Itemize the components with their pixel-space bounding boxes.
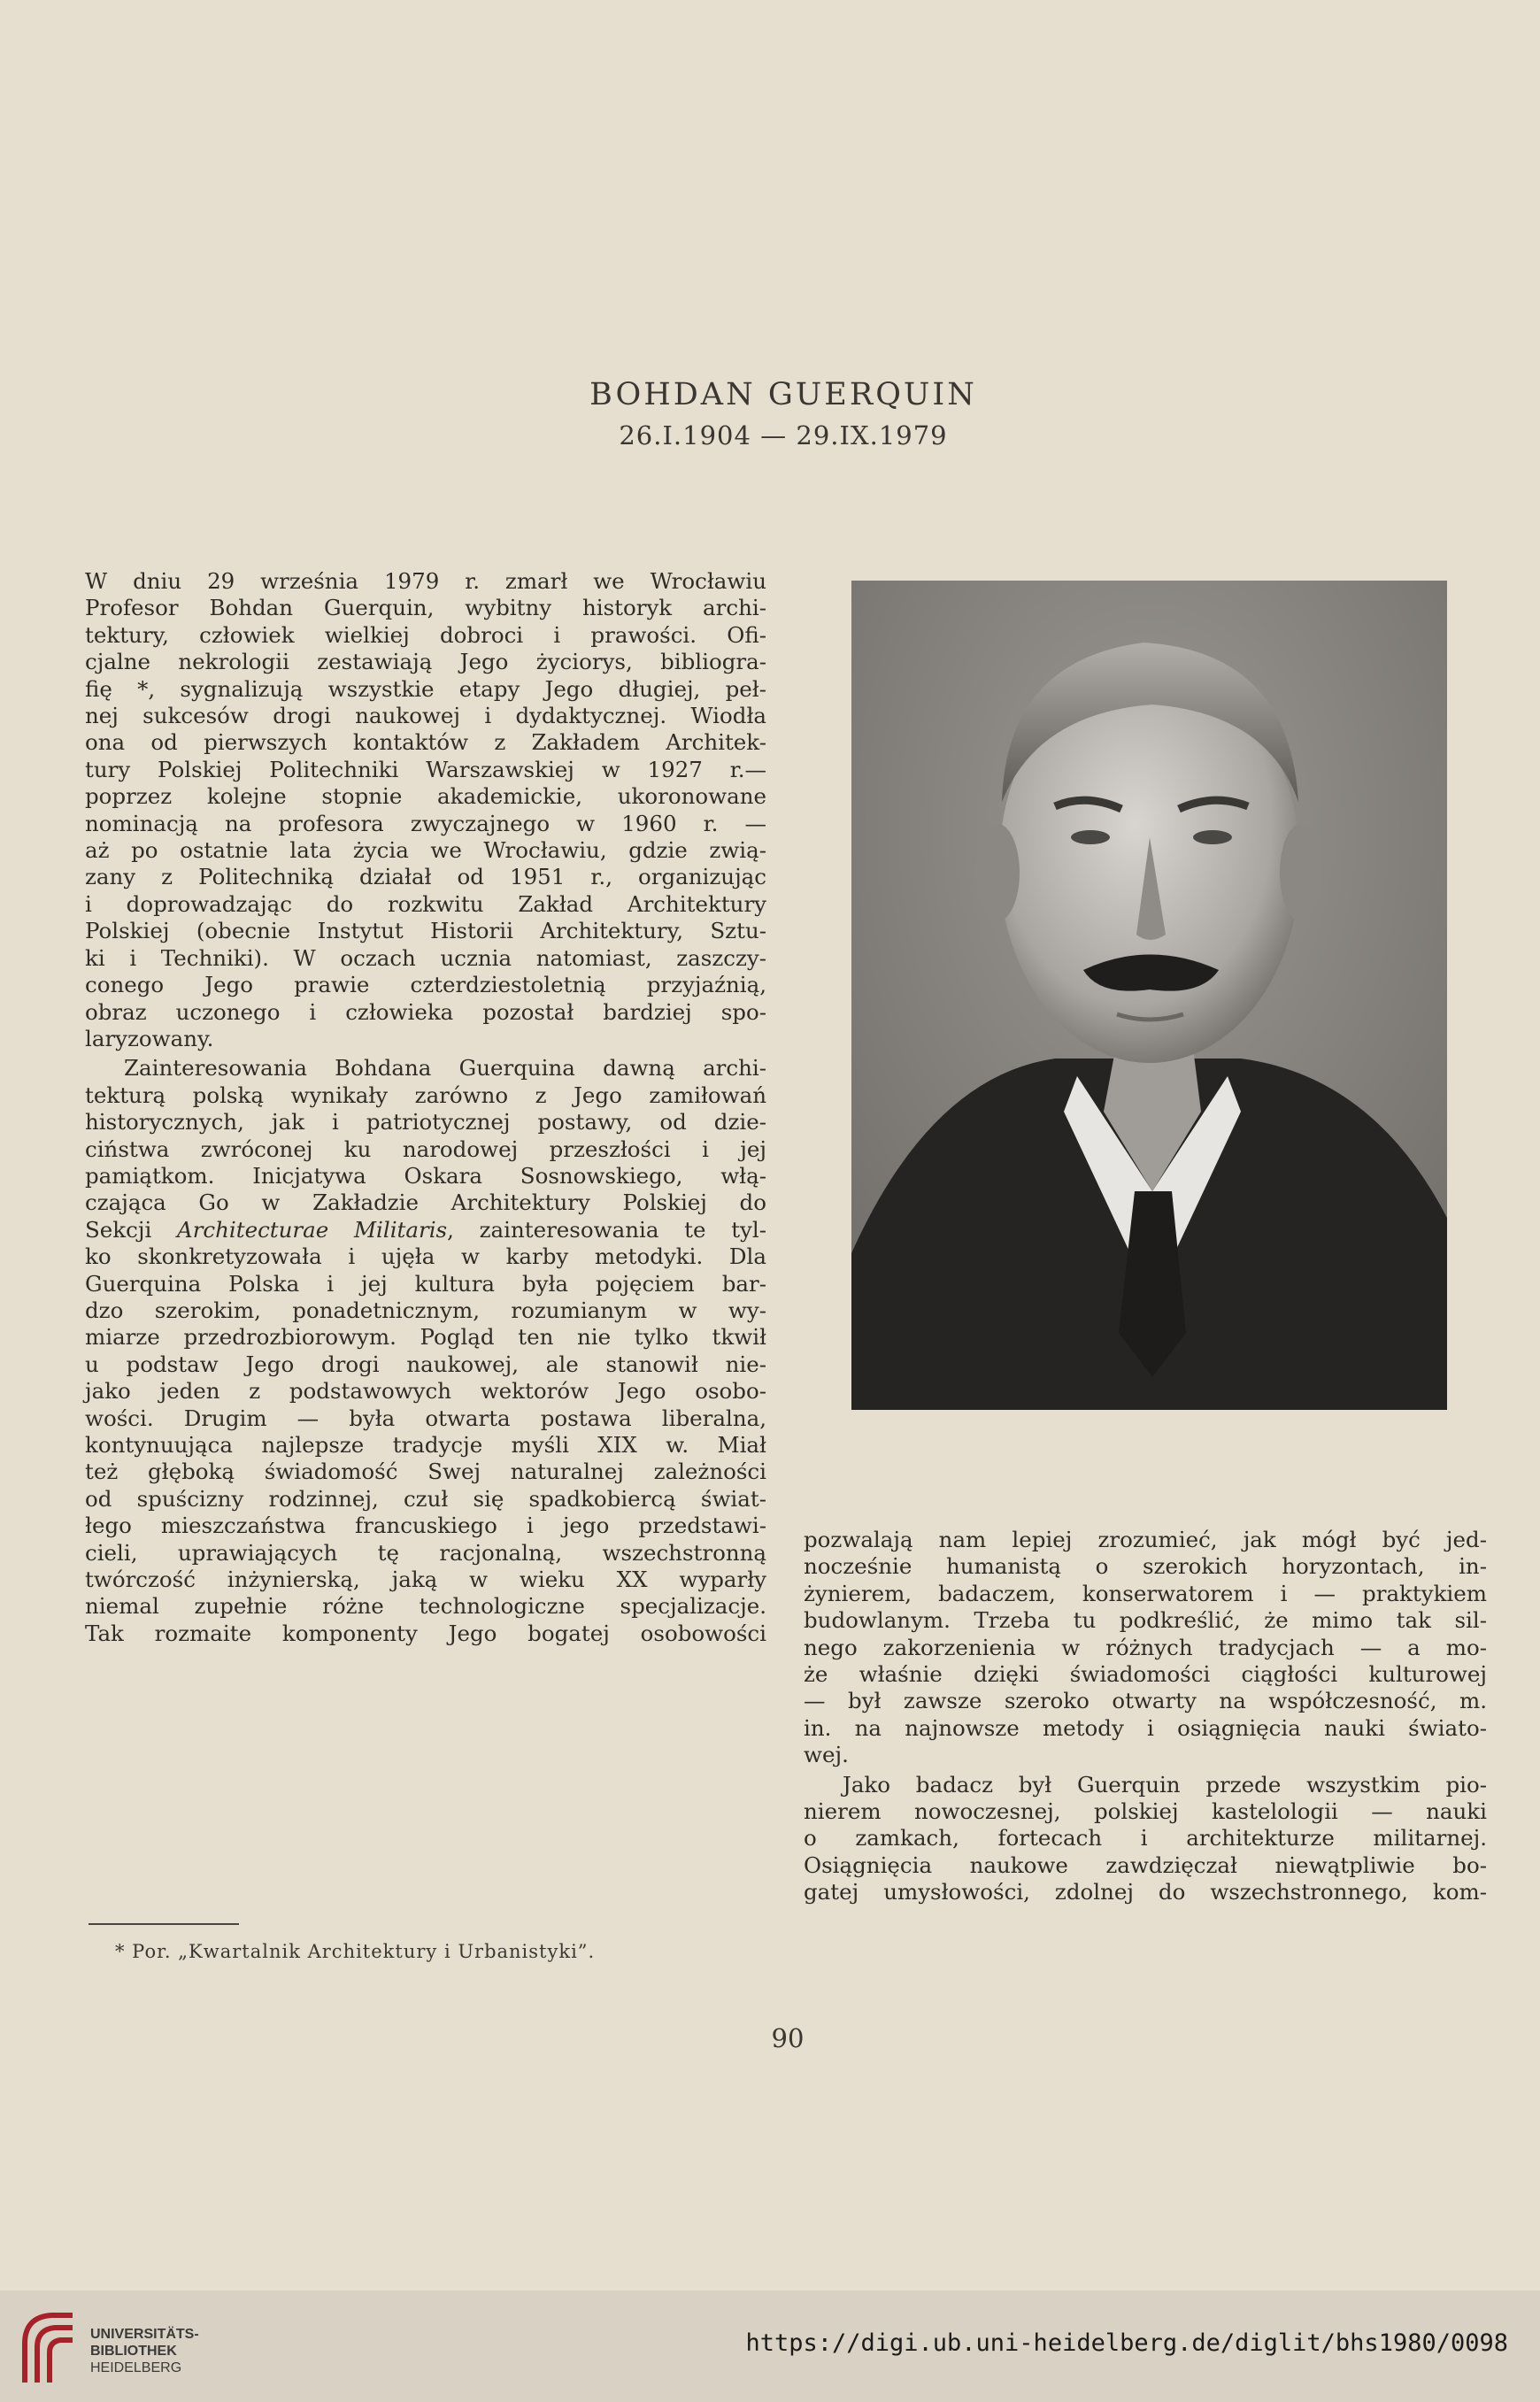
text-line: u podstaw Jego drogi naukowej, ale stanowił nie- <box>85 1351 766 1377</box>
text-line: nej sukcesów drogi naukowej i dydaktycznej. Wiodła <box>85 703 766 729</box>
library-logo-icon[interactable] <box>19 2308 78 2384</box>
italic-term: Architecturae Militaris <box>177 1216 448 1243</box>
text-line-mixed <box>85 1217 766 1243</box>
right-text-column <box>804 1527 1487 1906</box>
text-line: cjalne nekrologii zestawiają Jego życiorys, bibliogra- <box>85 649 766 675</box>
text-line: żynierem, badaczem, konserwatorem i — praktykiem <box>804 1580 1487 1606</box>
text-line: nierem nowoczesnej, polskiej kastelologii — nauki <box>804 1798 1487 1825</box>
text-line: wości. Drugim — była otwarta postawa liberalna, <box>85 1405 766 1431</box>
text-line: historycznych, jak i patriotycznej postawy, od dzie- <box>85 1109 766 1136</box>
library-city: HEIDELBERG <box>90 2360 182 2375</box>
text-line: poprzez kolejne stopnie akademickie, ukoronowane <box>85 783 766 810</box>
left-text-column <box>85 568 766 1647</box>
text-line: wej. <box>804 1742 849 1768</box>
text-line: nocześnie humanistą o szerokich horyzontach, in- <box>804 1553 1487 1580</box>
text-line: Tak rozmaite komponenty Jego bogatej osobowości <box>85 1620 766 1646</box>
footnote-divider <box>89 1923 239 1925</box>
text-line: ko skonkretyzowała i ujęła w karby metodyki. Dla <box>85 1243 766 1270</box>
text-line: tekturą polską wynikały zarówno z Jego zamiłowań <box>85 1082 766 1108</box>
text-line: tektury, człowiek wielkiej dobroci i prawości. Ofi- <box>85 621 766 648</box>
text-line: od spuścizny rodzinnej, czuł się spadkobiercą świat- <box>85 1485 766 1512</box>
viewer-footer <box>0 2290 1540 2402</box>
text-line: dzo szerokim, ponadetnicznym, rozumianym w wy- <box>85 1297 766 1323</box>
text-line: Profesor Bohdan Guerquin, wybitny historyk archi- <box>85 595 766 621</box>
text-line: ki i Techniki). W oczach ucznia natomiast, zaszczy- <box>85 944 766 971</box>
library-name-line: BIBLIOTHEK <box>90 2344 177 2359</box>
library-name-line: UNIVERSITÄTS- <box>90 2327 199 2342</box>
text-line: obraz uczonego i człowieka pozostał bardziej spo- <box>85 998 766 1025</box>
text-line: aż po ostatnie lata życia we Wrocławiu, gdzie zwią- <box>85 837 766 864</box>
footnote: * Por. „Kwartalnik Architektury i Urbanistyki”. <box>115 1941 596 1962</box>
text-line: pozwalają nam lepiej zrozumieć, jak mógł być jed- <box>804 1527 1487 1552</box>
text-line: — był zawsze szeroko otwarty na współczesność, m. <box>804 1688 1487 1714</box>
page-number: 90 <box>771 2023 805 2053</box>
text-line: zany z Politechniką działał od 1951 r., organizując <box>85 864 766 890</box>
text-fragment: , zainteresowania te tyl- <box>447 1216 766 1243</box>
text-line: gatej umysłowości, zdolnej do wszechstronnego, kom- <box>804 1879 1487 1905</box>
text-fragment: Sekcji <box>85 1216 177 1243</box>
text-line: fię *, sygnalizują wszystkie etapy Jego długiej, peł- <box>85 675 766 702</box>
portrait-photo <box>851 581 1447 1410</box>
text-line: laryzowany. <box>85 1025 214 1051</box>
text-line: Jako badacz był Guerquin przede wszystkim pio- <box>843 1771 1487 1798</box>
text-line: że właśnie dzięki świadomości ciągłości kulturowej <box>804 1661 1487 1688</box>
text-line: conego Jego prawie czterdziestoletnią przyjaźnią, <box>85 972 766 998</box>
text-line: cieli, uprawiających tę racjonalną, wszechstronną <box>85 1539 766 1566</box>
text-line: budowlanym. Trzeba tu podkreślić, że mimo tak sil- <box>804 1607 1487 1634</box>
obituary-title: BOHDAN GUERQUIN <box>589 377 977 412</box>
text-line: też głęboką świadomość Swej naturalnej zależności <box>85 1459 766 1485</box>
text-line: czająca Go w Zakładzie Architektury Polskiej do <box>85 1189 766 1216</box>
text-line: kontynuująca najlepsze tradycje myśli XIX w. Miał <box>85 1432 766 1458</box>
text-line: twórczość inżynierską, jaką w wieku XX wyparły <box>85 1567 766 1593</box>
text-line: pamiątkom. Inicjatywa Oskara Sosnowskiego, włą- <box>85 1162 766 1189</box>
text-line: nego zakorzenienia w różnych tradycjach — a mo- <box>804 1634 1487 1660</box>
text-line: Zainteresowania Bohdana Guerquina dawną archi- <box>124 1055 766 1082</box>
portrait-drawing <box>851 581 1447 1410</box>
text-line: W dniu 29 września 1979 r. zmarł we Wrocławiu <box>85 568 766 594</box>
text-line: in. na najnowsze metody i osiągnięcia nauki świato- <box>804 1714 1487 1741</box>
life-dates: 26.I.1904 — 29.IX.1979 <box>619 420 948 450</box>
text-line: o zamkach, fortecach i architekturze militarnej. <box>804 1825 1487 1852</box>
permalink-url[interactable]: https://digi.ub.uni-heidelberg.de/diglit/bhs1980/0098 <box>745 2329 1508 2357</box>
text-line: łego mieszczaństwa francuskiego i jego przedstawi- <box>85 1513 766 1539</box>
text-line: Polskiej (obecnie Instytut Historii Architektury, Sztu- <box>85 918 766 944</box>
text-line: jako jeden z podstawowych wektorów Jego osobo- <box>85 1378 766 1405</box>
text-line: i doprowadzając do rozkwitu Zakład Architektury <box>85 890 766 917</box>
text-line: nominacją na profesora zwyczajnego w 1960 r. — <box>85 810 766 836</box>
text-line: niemal zupełnie różne technologiczne specjalizacje. <box>85 1593 766 1620</box>
text-line: Guerquina Polska i jej kultura była pojęciem bar- <box>85 1270 766 1297</box>
library-name[interactable] <box>90 2326 199 2376</box>
text-line: miarze przedrozbiorowym. Pogląd ten nie tylko tkwił <box>85 1324 766 1351</box>
text-line: ona od pierwszych kontaktów z Zakładem Architek- <box>85 729 766 756</box>
text-line: Osiągnięcia naukowe zawdzięczał niewątpliwie bo- <box>804 1852 1487 1878</box>
text-line: ciństwa zwróconej ku narodowej przeszłości i jej <box>85 1136 766 1162</box>
text-line: tury Polskiej Politechniki Warszawskiej w 1927 r.— <box>85 756 766 782</box>
